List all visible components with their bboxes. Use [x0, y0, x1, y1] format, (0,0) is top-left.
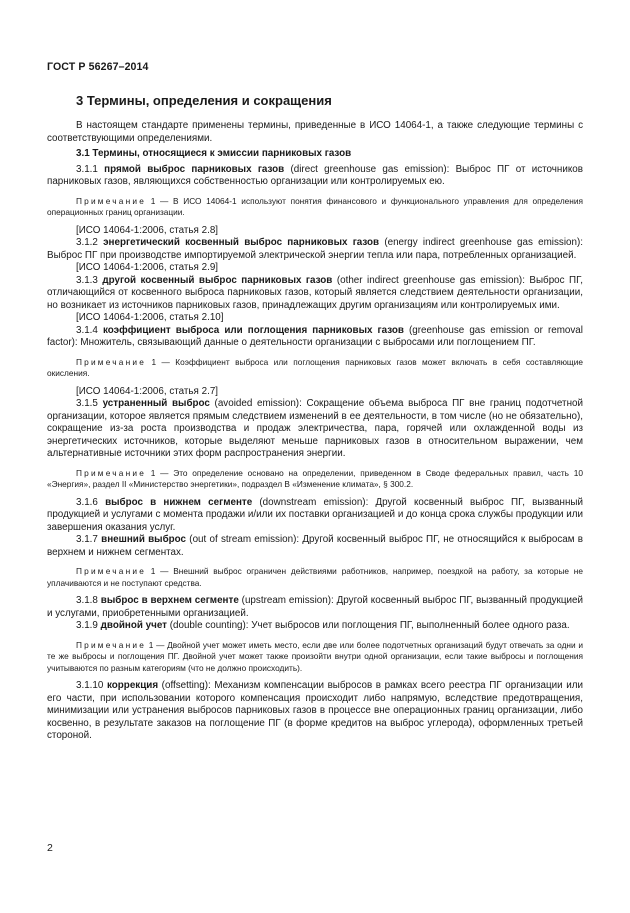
reference-3-1-4: [ИСО 14064-1:2006, статья 2.7]: [76, 385, 219, 397]
term-definition: (direct greenhouse gas emission): Выброс ПГ от источников парниковых газов, являющихся собственностью организации или контролируемых ею.: [47, 163, 583, 187]
term-3-1-2: [47, 237, 583, 262]
term-name: коэффициент выброса или поглощения парниковых газов: [102, 324, 404, 336]
note-3-1-1: [47, 196, 583, 219]
term-number: 3.1.5: [76, 398, 98, 409]
term-definition: (other indirect greenhouse gas emission): Выброс ПГ, отличающийся от косвенного выброса парниковых газов, который является следствием деятельности организации, но возникает из источников парниковых газов, принадлежащих другим организациям или контролируемых ими.: [47, 274, 583, 311]
term-3-1-10: [47, 680, 583, 743]
note-label: Примечание: [76, 639, 147, 650]
term-definition: (energy indirect greenhouse gas emission): Выброс ПГ при производстве импортируемой электрической энергии тепла или пара, потребленных организацией.: [47, 237, 583, 261]
note-text: 1 — Коэффициент выброса или поглощения парниковых газов может включать в себя составляющие окисления.: [47, 356, 583, 378]
note-label: Примечание: [76, 467, 147, 478]
term-definition: (out of stream emission): Другой косвенный выброс ПГ, не относящийся к выбросам в верхнем и нижнем сегментах.: [47, 534, 583, 558]
reference-3-1-3: [ИСО 14064-1:2006, статья 2.10]: [76, 312, 224, 323]
note-3-1-4: [47, 357, 583, 380]
note-text: 1 — В ИСО 14064-1 используют понятия финансового и функционального управления для определения операционных границ организации.: [47, 195, 583, 217]
note-label: Примечание: [76, 356, 147, 367]
term-definition: (double counting): Учет выбросов или поглощения ПГ, выполненный более одного раза.: [167, 620, 570, 631]
term-name: внешний выброс: [101, 534, 187, 545]
reference-3-1-2: [ИСО 14064-1:2006, статья 2.9]: [76, 262, 219, 273]
note-text: 1 — Двойной учет может иметь место, если две или более подотчетных организаций будут отвечать за одни и те же выбросы и поглощения ПГ. Двойной учет может также произойти внутри одной организации, если такие выбросы и поглощения учитываются по разным категориям (что не должно происходить).: [47, 639, 583, 673]
term-number: 3.1.7: [76, 534, 98, 545]
document-body: [47, 120, 583, 743]
note-3-1-9: [47, 640, 583, 675]
term-number: 3.1.8: [76, 595, 98, 606]
term-definition: (greenhouse gas emission or removal factor): Множитель, связывающий данные о деятельности организации с выбросами или поглощением ПГ.: [47, 324, 583, 348]
note-label: Примечание: [76, 566, 147, 576]
term-3-1-7: [47, 534, 583, 559]
term-3-1-4: [47, 325, 583, 350]
term-name: другой косвенный выброс парниковых газов: [102, 274, 333, 286]
term-name: энергетический косвенный выброс парниковых газов: [103, 237, 380, 248]
term-definition: (avoided emission): Сокращение объема выброса ПГ вне границ подотчетной организации, которое является прямым следствием изменений в ее деятельности, в том числе (но не обязательно), сокращение из-за роста производства и продаж электричества, пара, горячей или охлажденной воды из энергетических источников, которые выделяют меньше парниковых газов в относительном выражении, чем альтернативные источники этих форм распространения энергии.: [47, 398, 583, 459]
term-name: выброс в нижнем сегменте: [105, 496, 253, 508]
term-number: 3.1.2: [76, 237, 98, 248]
term-definition: (offsetting): Механизм компенсации выбросов в рамках всего реестра ПГ организации или его части, при использовании которого компенсация происходит либо напрямую, вследствие предотвращения, минимизации или устранения выбросов парниковых газов в процессе вне операционных границ организации, либо косвенно, в результате заказов на поглощение ПГ (в форме кредитов на выброс углерода), оформленных третьей стороной.: [47, 680, 583, 741]
term-3-1-5: [47, 398, 583, 461]
term-3-1-1: [47, 164, 583, 189]
term-definition: (upstream emission): Другой косвенный выброс ПГ, вызванный продукцией и услугами, приобретенными организацией.: [47, 595, 583, 619]
term-3-1-6: [47, 497, 583, 535]
reference-3-1-1: [ИСО 14064-1:2006, статья 2.8]: [76, 224, 219, 236]
page-number: 2: [47, 842, 53, 854]
term-number: 3.1.9: [76, 620, 98, 631]
term-name: коррекция: [106, 680, 159, 691]
note-label: Примечание: [76, 195, 147, 206]
note-text: 1 — Это определение основано на определении, приведенном в Своде федеральных правил, часть 10 «Энергия», раздел II «Министерство энергетики», подраздел В «Изменение климата», § 300.2.: [47, 467, 583, 489]
term-number: 3.1.10: [76, 680, 104, 691]
term-name: двойной учет: [100, 620, 167, 631]
term-3-1-3: [47, 275, 583, 313]
term-definition: (downstream emission): Другой косвенный выброс ПГ, вызванный продукцией и услугами с момента продажи и/или их поставки организацией и до конца срока службы продукции или завершения оказания услуг.: [47, 496, 583, 533]
note-text: 1 — Внешний выброс ограничен действиями работников, например, поездкой на работу, за которые не уплачиваются и не поступают средства.: [47, 566, 583, 588]
term-number: 3.1.1: [76, 163, 98, 175]
note-3-1-5: [47, 468, 583, 491]
section-title: 3 Термины, определения и сокращения: [76, 93, 332, 108]
term-number: 3.1.4: [76, 324, 98, 336]
term-number: 3.1.3: [76, 274, 98, 286]
term-name: устраненный выброс: [102, 398, 210, 409]
term-name: прямой выброс парниковых газов: [104, 163, 285, 175]
term-number: 3.1.6: [76, 496, 98, 508]
subsection-title: 3.1 Термины, относящиеся к эмиссии парниковых газов: [76, 148, 352, 159]
term-3-1-8: [47, 595, 583, 620]
term-3-1-9: [47, 620, 583, 633]
intro-paragraph: В настоящем стандарте применены термины, приведенные в ИСО 14064-1, а также следующие термины с соответствующими определениями.: [47, 120, 583, 144]
term-name: выброс в верхнем сегменте: [100, 595, 239, 606]
note-3-1-7: [47, 566, 583, 589]
standard-header: ГОСТ Р 56267–2014: [47, 61, 149, 73]
